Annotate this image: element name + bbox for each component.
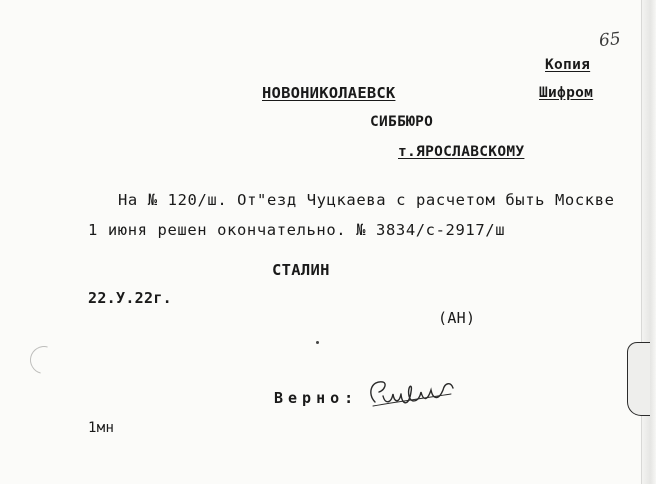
signature-name: СТАЛИН (272, 261, 330, 279)
paper-clip-mark (627, 342, 650, 416)
message-body-line-2: 1 июня решен окончательно. № 3834/с-2917/ш (88, 221, 506, 239)
handwritten-signature (365, 372, 457, 414)
typist-initials: (АН) (438, 309, 476, 327)
copies-note: 1мн (88, 420, 115, 436)
punch-hole-mark (25, 341, 63, 379)
ink-speck (316, 341, 319, 344)
cipher-label: Шифром (539, 85, 594, 101)
recipient-name: т.ЯРОСЛАВСКОМУ (398, 144, 525, 160)
bureau-name: СИББЮРО (370, 114, 434, 130)
copy-label: Копия (545, 57, 591, 73)
destination-city: НОВОНИКОЛАЕВСК (262, 84, 396, 102)
document-date: 22.У.22г. (88, 289, 172, 307)
message-body-line-1: На № 120/ш. От"езд Чуцкаева с расчетом быть Москве (118, 191, 615, 209)
page-number: 65 (598, 28, 622, 52)
verified-label: Верно: (274, 389, 359, 407)
